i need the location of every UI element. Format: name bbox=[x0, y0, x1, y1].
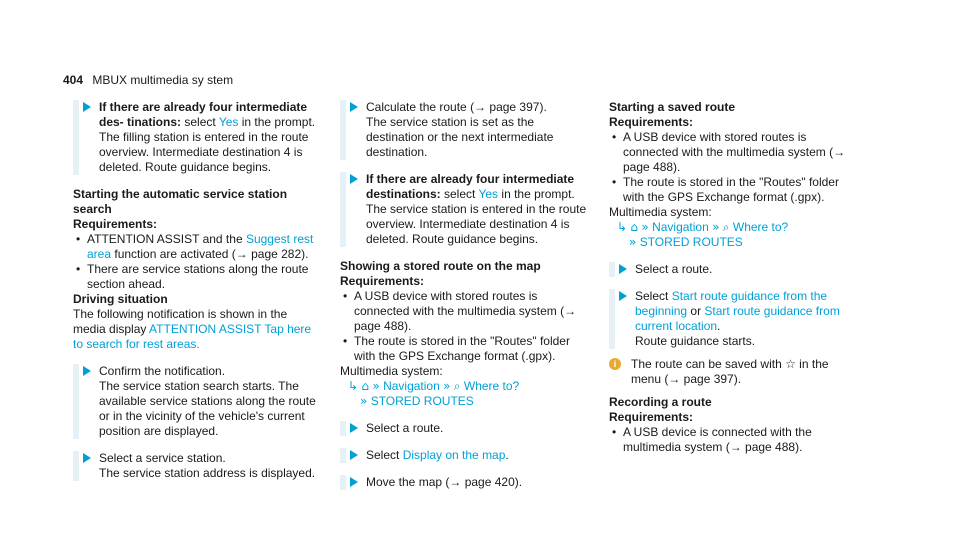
column-3 bbox=[609, 100, 859, 455]
yes-option: Yes bbox=[478, 187, 499, 201]
step-text: Select a service station. bbox=[99, 451, 226, 465]
note-text: The route can be saved with ☆ in the menu (→ page 397). bbox=[631, 357, 829, 386]
step-confirm bbox=[73, 364, 323, 439]
double-chevron-icon: » bbox=[372, 379, 380, 393]
step-text-2: . bbox=[717, 319, 721, 333]
requirements-list bbox=[609, 130, 859, 205]
arrow-right-icon bbox=[350, 450, 358, 460]
path-arrow-icon: ↳ bbox=[617, 220, 628, 234]
double-chevron-icon: » bbox=[641, 220, 649, 234]
list-item: • There are service stations along the route section ahead. bbox=[73, 262, 323, 292]
home-icon: ⌂ bbox=[361, 379, 370, 393]
req-text-2: function are activated (→ page 282). bbox=[111, 247, 309, 261]
arrow-right-icon bbox=[350, 102, 358, 112]
list-item: • The route is stored in the "Routes" folder with the GPS Exchange format (.gpx). bbox=[609, 175, 859, 205]
multimedia-label: Multimedia system: bbox=[609, 205, 712, 219]
step-text: Select a route. bbox=[635, 262, 713, 276]
menu-path-2 bbox=[609, 235, 859, 250]
menu-path-2 bbox=[340, 394, 590, 409]
path-arrow-icon: ↳ bbox=[348, 379, 359, 393]
step-body: Route guidance starts. bbox=[635, 334, 756, 348]
menu-path bbox=[340, 379, 590, 394]
start-from-beginning-option: Start route guidance from the beginning bbox=[635, 289, 828, 318]
driving-text: The following notification is shown in the media display bbox=[73, 307, 288, 336]
requirements-heading: Requirements: bbox=[73, 217, 158, 231]
multimedia-label: Multimedia system: bbox=[340, 364, 443, 378]
step-select-route bbox=[609, 262, 859, 277]
step-move-map bbox=[340, 475, 590, 490]
section-title: Starting a saved route bbox=[609, 100, 736, 114]
page-header bbox=[63, 73, 233, 87]
arrow-right-icon bbox=[83, 102, 91, 112]
req-text: ATTENTION ASSIST and the bbox=[87, 232, 246, 246]
menu-path bbox=[609, 220, 859, 235]
double-chevron-icon: » bbox=[443, 379, 451, 393]
step-title: If there are already four intermediate des- tinations: bbox=[99, 100, 308, 129]
step-title: If there are already four intermediate destinations: bbox=[366, 172, 575, 201]
step-body: The filling station is entered in the route overview. Intermediate destination 4 is deleted. Route guidance begins. bbox=[99, 130, 309, 174]
arrow-right-icon bbox=[83, 366, 91, 376]
attention-assist-message: ATTENTION ASSIST Tap here to search for rest areas. bbox=[73, 322, 312, 351]
step-text: Calculate the route (→ page 397). bbox=[366, 100, 547, 114]
navigation-menu-item: Navigation bbox=[652, 220, 709, 234]
stored-routes-menu-item: STORED ROUTES bbox=[370, 394, 474, 408]
note bbox=[609, 357, 859, 387]
step-body: The service station address is displayed. bbox=[99, 466, 316, 480]
driving-situation-title: Driving situation bbox=[73, 292, 168, 306]
step-text-or: or bbox=[687, 304, 705, 318]
requirements-heading: Requirements: bbox=[609, 115, 694, 129]
arrow-right-icon bbox=[350, 423, 358, 433]
requirements-list-2 bbox=[609, 425, 859, 455]
step-text: Select bbox=[635, 289, 672, 303]
search-icon: ⌕ bbox=[453, 379, 461, 393]
arrow-right-icon bbox=[619, 264, 627, 274]
double-chevron-icon: » bbox=[360, 394, 368, 408]
double-chevron-icon: » bbox=[629, 235, 637, 249]
step-text-2: in the prompt. bbox=[498, 187, 575, 201]
start-from-current-option: Start route guidance from current location bbox=[635, 304, 840, 333]
step-text: Move the map (→ page 420). bbox=[366, 475, 523, 489]
requirements-list bbox=[73, 232, 323, 292]
step-four-destinations bbox=[340, 172, 590, 247]
step-calculate-route bbox=[340, 100, 590, 160]
arrow-right-icon bbox=[619, 291, 627, 301]
step-body: The service station is entered in the route overview. Intermediate destination 4 is deleted. Route guidance begins. bbox=[366, 202, 587, 246]
step-text: select bbox=[181, 115, 219, 129]
page-header-title: MBUX multimedia sy stem bbox=[92, 73, 234, 87]
step-text: Select bbox=[366, 448, 403, 462]
step-text: Select a route. bbox=[366, 421, 444, 435]
list-item: • A USB device with stored routes is connected with the multimedia system (→ page 488). bbox=[340, 289, 590, 334]
requirements-heading-2: Requirements: bbox=[609, 410, 694, 424]
search-icon: ⌕ bbox=[722, 220, 730, 234]
driving-body bbox=[73, 307, 323, 352]
list-item: • A USB device is connected with the multimedia system (→ page 488). bbox=[609, 425, 859, 455]
stored-routes-menu-item: STORED ROUTES bbox=[639, 235, 743, 249]
column-2 bbox=[340, 100, 590, 490]
arrow-right-icon bbox=[350, 477, 358, 487]
home-icon: ⌂ bbox=[630, 220, 639, 234]
display-on-map-option: Display on the map bbox=[402, 448, 506, 462]
requirements-list bbox=[340, 289, 590, 364]
suggest-rest-area-link: Suggest rest area bbox=[87, 232, 314, 261]
step-body: The service station search starts. The available service stations along the route or in the vicinity of the vehicle's current position are displayed. bbox=[99, 379, 316, 438]
requirements-heading: Requirements: bbox=[340, 274, 425, 288]
info-icon: i bbox=[609, 358, 621, 370]
step-body: The service station is set as the destination or the next intermediate destination. bbox=[366, 115, 554, 159]
page-number: 404 bbox=[63, 73, 84, 87]
step-display-map bbox=[340, 448, 590, 463]
section-title: Showing a stored route on the map bbox=[340, 259, 541, 273]
step-text-2: in the prompt. bbox=[238, 115, 316, 129]
navigation-menu-item: Navigation bbox=[383, 379, 440, 393]
where-to-menu-item: Where to? bbox=[463, 379, 520, 393]
double-chevron-icon: » bbox=[712, 220, 720, 234]
list-item: • The route is stored in the "Routes" folder with the GPS Exchange format (.gpx). bbox=[340, 334, 590, 364]
step-select-station bbox=[73, 451, 323, 481]
where-to-menu-item: Where to? bbox=[732, 220, 789, 234]
step-start-guidance bbox=[609, 289, 859, 349]
step-four-destinations bbox=[73, 100, 323, 175]
column-1 bbox=[73, 100, 323, 481]
section-title-2: Recording a route bbox=[609, 395, 712, 409]
step-text: select bbox=[440, 187, 479, 201]
step-text-2: . bbox=[505, 448, 509, 462]
list-item: • A USB device with stored routes is connected with the multimedia system (→ page 488). bbox=[609, 130, 859, 175]
arrow-right-icon bbox=[350, 174, 358, 184]
step-text: Confirm the notification. bbox=[99, 364, 226, 378]
arrow-right-icon bbox=[83, 453, 91, 463]
yes-option: Yes bbox=[218, 115, 239, 129]
section-title: Starting the automatic service station search bbox=[73, 187, 288, 216]
list-item bbox=[73, 232, 323, 262]
step-select-route bbox=[340, 421, 590, 436]
